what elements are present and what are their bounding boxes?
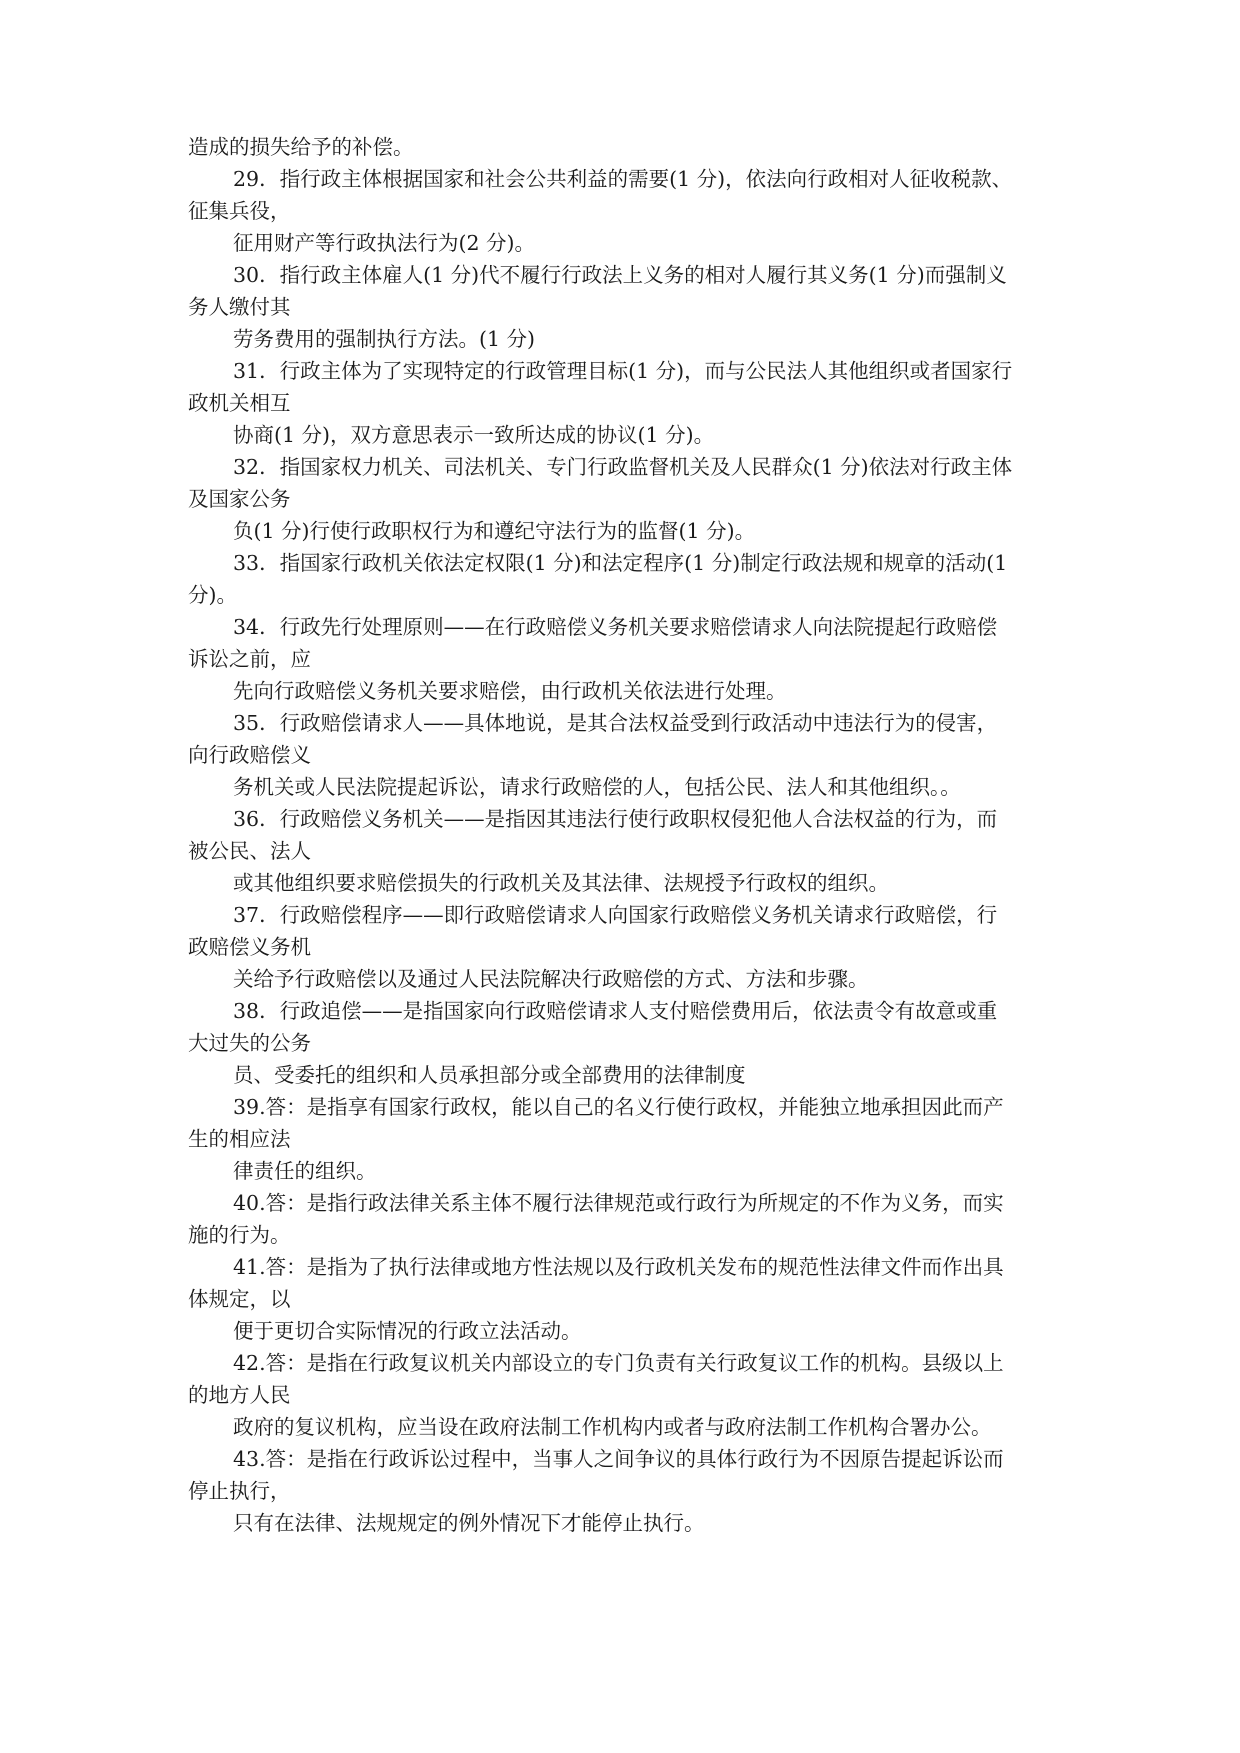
text-line: 政府的复议机构，应当设在政府法制工作机构内或者与政府法制工作机构合署办公。: [233, 1415, 992, 1439]
text-line: 劳务费用的强制执行方法。(1 分): [233, 327, 536, 351]
text-line: 员、受委托的组织和人员承担部分或全部费用的法律制度: [233, 1063, 746, 1087]
text-line: 或其他组织要求赔偿损失的行政机关及其法律、法规授予行政权的组织。: [233, 871, 889, 895]
text-line: 律责任的组织。: [233, 1159, 377, 1183]
text-line: 造成的损失给予的补偿。: [188, 135, 414, 159]
text-line: 只有在法律、法规规定的例外情况下才能停止执行。: [233, 1511, 705, 1535]
text-line: 便于更切合实际情况的行政立法活动。: [233, 1319, 582, 1343]
text-line: 生的相应法: [188, 1127, 291, 1151]
text-line: 协商(1 分)，双方意思表示一致所达成的协议(1 分)。: [233, 423, 715, 447]
text-line: 政赔偿义务机: [188, 935, 311, 959]
text-line: 向行政赔偿义: [188, 743, 311, 767]
text-line: 34．行政先行处理原则——在行政赔偿义务机关要求赔偿请求人向法院提起行政赔偿: [233, 615, 998, 639]
text-line: 负(1 分)行使行政职权行为和遵纪守法行为的监督(1 分)。: [233, 519, 756, 543]
text-line: 诉讼之前，应: [188, 647, 311, 671]
text-line: 33．指国家行政机关依法定权限(1 分)和法定程序(1 分)制定行政法规和规章的活动(1: [233, 551, 1008, 575]
text-line: 38．行政追偿——是指国家向行政赔偿请求人支付赔偿费用后，依法责令有故意或重: [233, 999, 998, 1023]
text-line: 施的行为。: [188, 1223, 291, 1247]
text-line: 39.答：是指享有国家行政权，能以自己的名义行使行政权，并能独立地承担因此而产: [233, 1095, 1004, 1119]
text-line: 大过失的公务: [188, 1031, 311, 1055]
text-line: 42.答：是指在行政复议机关内部设立的专门负责有关行政复议工作的机构。县级以上: [233, 1351, 1004, 1375]
text-line: 体规定，以: [188, 1287, 291, 1311]
text-line: 31．行政主体为了实现特定的行政管理目标(1 分)，而与公民法人其他组织或者国家行: [233, 359, 1013, 383]
text-line: 务机关或人民法院提起诉讼，请求行政赔偿的人，包括公民、法人和其他组织。。: [233, 775, 961, 799]
text-line: 关给予行政赔偿以及通过人民法院解决行政赔偿的方式、方法和步骤。: [233, 967, 869, 991]
text-line: 分)。: [188, 583, 237, 607]
text-line: 40.答：是指行政法律关系主体不履行法律规范或行政行为所规定的不作为义务，而实: [233, 1191, 1004, 1215]
text-line: 32．指国家权力机关、司法机关、专门行政监督机关及人民群众(1 分)依法对行政主体: [233, 455, 1013, 479]
text-line: 36．行政赔偿义务机关——是指因其违法行使行政职权侵犯他人合法权益的行为，而: [233, 807, 998, 831]
text-line: 的地方人民: [188, 1383, 291, 1407]
text-line: 及国家公务: [188, 487, 291, 511]
text-line: 先向行政赔偿义务机关要求赔偿，由行政机关依法进行处理。: [233, 679, 787, 703]
text-line: 征用财产等行政执法行为(2 分)。: [233, 231, 536, 255]
text-line: 41.答：是指为了执行法律或地方性法规以及行政机关发布的规范性法律文件而作出具: [233, 1255, 1004, 1279]
text-line: 43.答：是指在行政诉讼过程中，当事人之间争议的具体行政行为不因原告提起诉讼而: [233, 1447, 1004, 1471]
text-line: 务人缴付其: [188, 295, 291, 319]
text-line: 29．指行政主体根据国家和社会公共利益的需要(1 分)，依法向行政相对人征收税款、: [233, 167, 1013, 191]
text-line: 被公民、法人: [188, 839, 311, 863]
text-line: 政机关相互: [188, 391, 291, 415]
text-line: 30．指行政主体雇人(1 分)代不履行行政法上义务的相对人履行其义务(1 分)而强制义: [233, 263, 1007, 287]
text-line: 35．行政赔偿请求人——具体地说，是其合法权益受到行政活动中违法行为的侵害，: [233, 711, 998, 735]
text-line: 征集兵役，: [188, 199, 291, 223]
text-line: 37．行政赔偿程序——即行政赔偿请求人向国家行政赔偿义务机关请求行政赔偿，行: [233, 903, 998, 927]
text-line: 停止执行，: [188, 1479, 291, 1503]
